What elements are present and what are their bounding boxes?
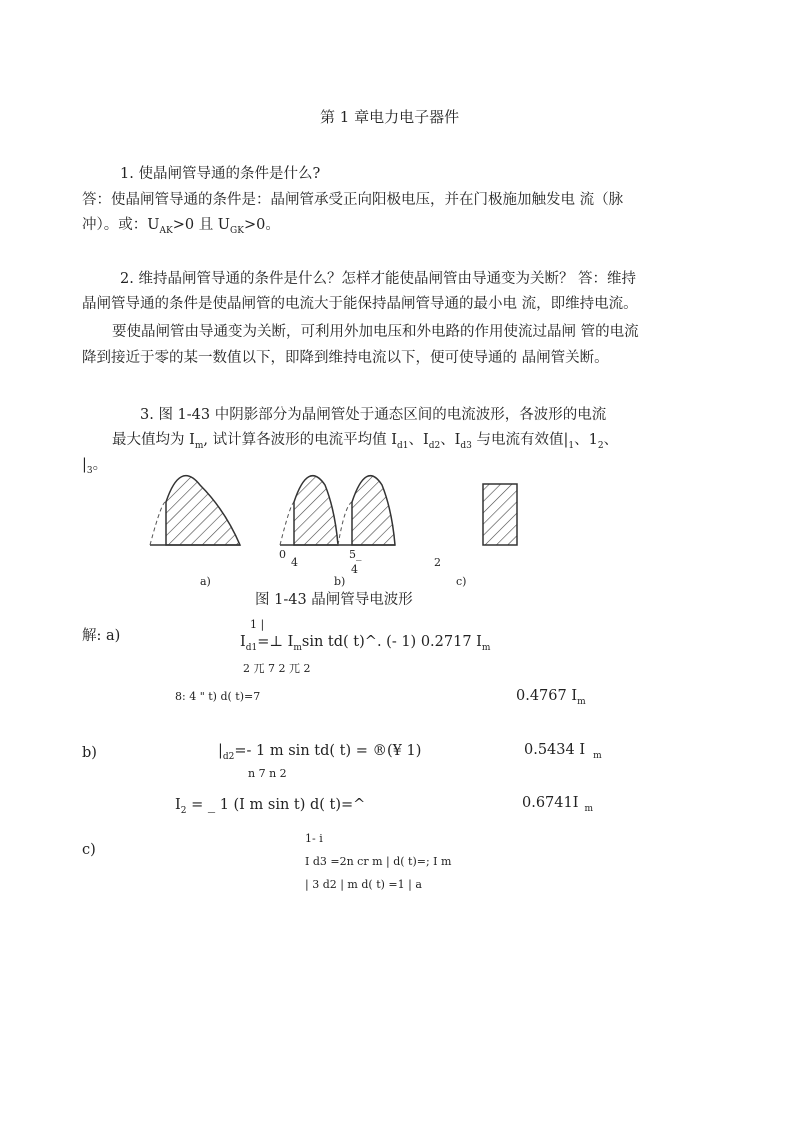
formula-a1 [240,634,490,653]
formula-a2-value [516,688,586,707]
text: sin td( t)^. (- 1) 0.2717 I [301,634,482,650]
tick-label: 5_ [349,548,362,561]
text: | [218,743,223,759]
formula-a1-top: 1 | [250,618,265,631]
formula-c3: | 3 d2 | m d( t) =1 | a [305,878,422,891]
text: 、I [440,432,461,448]
subscript: m [593,750,602,761]
subscript: d2 [222,751,235,762]
question-1: 1. 使晶闸管导通的条件是什么? [120,166,321,182]
subscript: m [194,440,204,451]
subscript: d1 [396,440,409,451]
question-2-line-1: 2. 维持晶闸管导通的条件是什么？怎样才能使晶闸管由导通变为关断？ 答：维持 [120,271,637,287]
answer-1-line-1: 答：使晶闸管导通的条件是：晶闸管承受正向阳极电压，并在门极施加触发电 流（脉 [82,192,624,208]
subscript: m [584,803,594,814]
question-3-line-1: 3. 图 1-43 中阴影部分为晶闸管处于通态区间的电流波形，各波形的电流 [140,407,607,423]
tick-label: 4 [351,563,358,576]
solution-label-b: b) [82,745,97,761]
subscript: 2 [597,440,604,451]
subscript: GK [230,225,244,236]
subscript: 3 [86,465,93,476]
text: 0.5434 I [524,742,586,758]
text: 0.4767 I [516,688,578,704]
tick-label: 0 [279,548,286,561]
waveform-c [483,484,517,545]
formula-b2-value [522,795,593,814]
subscript: m [481,642,491,653]
text: | [82,457,87,473]
text: 0.6741I [522,795,579,811]
subscript: d1 [245,642,258,653]
subscript: d3 [460,440,472,451]
text: =- 1 m sin td( t) = ®(¥ 1) [234,743,422,759]
formula-c2: I d3 =2n cr m | d( t)=; I m [305,855,452,868]
formula-b2 [175,797,365,816]
formula-b1 [218,743,421,762]
formula-b1-value [524,742,602,761]
text: 最大值均为 I [112,432,195,448]
formula-a1-bottom: 2 兀 7 2 兀 2 [243,662,311,675]
text: 与电流有效值| [471,432,569,448]
figure-caption: 图 1-43 晶闸管导电波形 [255,592,413,608]
text: , 试计算各波形的电流平均值 I [203,432,397,448]
solution-label-a: 解: a) [82,628,121,644]
text: I [240,634,246,650]
formula-c1: 1- i [305,832,323,845]
text: 。 [92,457,108,473]
question-2-line-2: 晶闸管导通的条件是使晶闸管的电流大于能保持晶闸管导通的最小电 流，即维持电流。 [82,296,638,312]
solution-label-c: c) [82,842,96,858]
subfigure-label-b: b) [334,575,346,588]
waveform-a [150,476,240,545]
text: I [175,797,181,813]
subscript: m [577,696,586,707]
text: 、 [603,432,619,448]
tick-label: 2 [434,556,441,569]
text: 、I [408,432,429,448]
formula-b1-bottom: n 7 n 2 [248,767,287,780]
chapter-title: 第 1 章电力电子器件 [320,108,460,126]
text: >0。 [243,217,280,233]
text: =⊥ I [257,634,294,650]
tick-label: 4 [291,556,298,569]
text: >0 且 U [172,217,231,233]
text: = _ 1 (I m sin t) d( t)=^ [186,797,366,813]
subscript: 2 [180,805,187,816]
subscript: m [293,642,302,653]
text: 、1 [574,432,598,448]
subscript: 1 [568,440,575,451]
subfigure-label-c: c) [456,575,467,588]
subscript: d2 [428,440,441,451]
formula-a2: 8: 4 " t) d( t)=7 [175,690,261,703]
text: 冲）。或：U [82,217,160,233]
question-2-line-3: 要使晶闸管由导通变为关断，可利用外加电压和外电路的作用使流过晶闸 管的电流 [112,324,639,340]
question-2-line-4: 降到接近于零的某一数值以下，即降到维持电流以下，便可使导通的 晶闸管关断。 [82,350,609,366]
waveform-b [280,476,395,545]
subscript: AK [159,225,173,236]
subfigure-label-a: a) [200,575,211,588]
